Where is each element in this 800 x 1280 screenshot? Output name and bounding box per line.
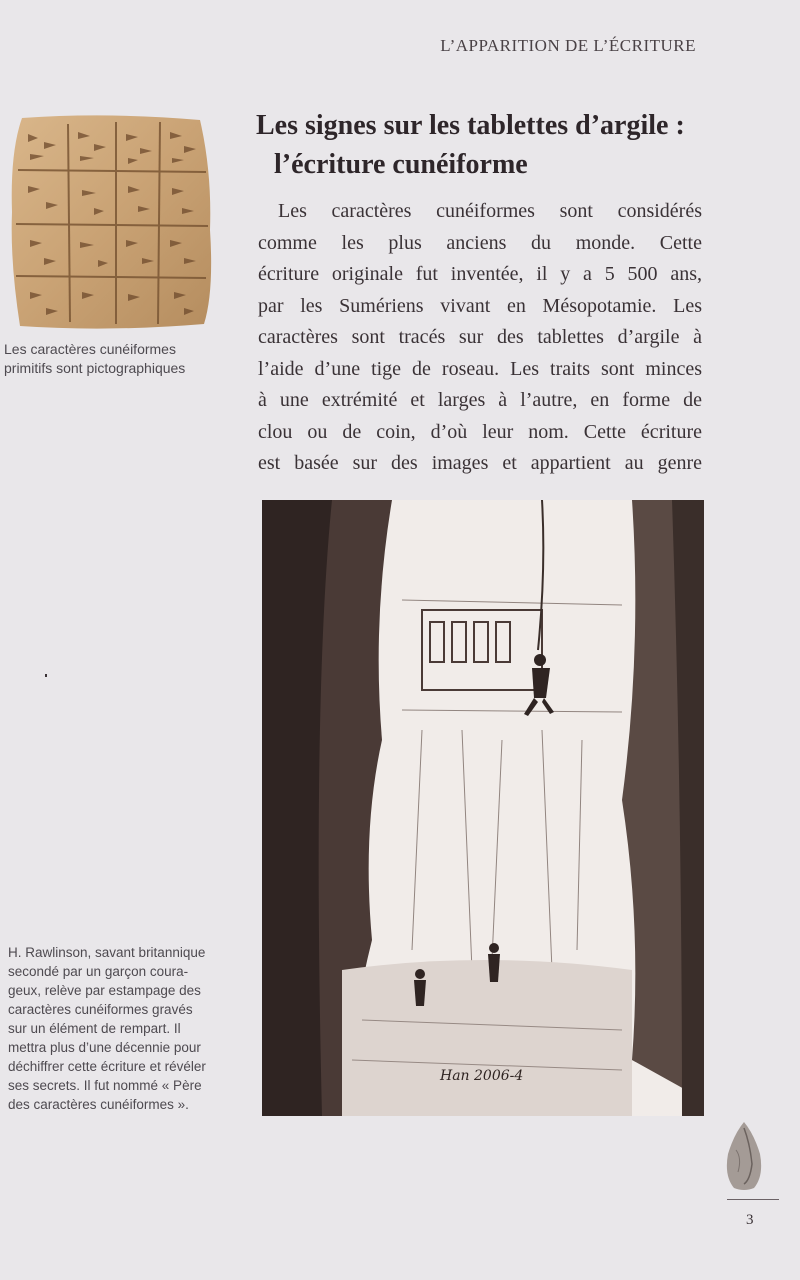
tablet-caption <box>4 340 224 378</box>
tablet-caption-line: primitifs sont pictographiques <box>4 360 186 376</box>
rawlinson-caption-line: sur un élément de rempart. Il <box>8 1021 181 1036</box>
tablet-caption-line: Les caractères cunéiformes <box>4 341 176 357</box>
rawlinson-caption-line: déchiffrer cette écriture et révéler <box>8 1059 206 1074</box>
body-line: est basée sur des images et appartient au genre <box>258 452 702 474</box>
rawlinson-caption-line: secondé par un garçon coura- <box>8 964 189 979</box>
page-number: 3 <box>746 1212 754 1228</box>
stone-tool-icon <box>724 1120 764 1192</box>
clay-tablet-image <box>8 112 214 332</box>
stray-mark <box>45 674 47 677</box>
heading-line-1: Les signes sur les tablettes d’argile : <box>256 110 685 141</box>
body-paragraph <box>258 196 702 480</box>
running-head: L’APPARITION DE L’ÉCRITURE <box>440 36 696 55</box>
rawlinson-caption <box>8 943 232 1114</box>
body-line: l’aide d’une tige de roseau. Les traits sont minces <box>258 357 702 380</box>
body-line: par les Sumériens vivant en Mésopotamie. Les <box>258 294 702 317</box>
rawlinson-caption-line: mettra plus d’une décennie pour <box>8 1040 201 1055</box>
body-line: caractères sont tracés sur des tablettes d’argile à <box>258 326 702 348</box>
body-line: Les caractères cunéiformes sont considérés <box>278 200 702 222</box>
body-line: comme les plus anciens du monde. Cette <box>258 231 702 254</box>
section-heading <box>256 106 726 184</box>
rawlinson-caption-line: geux, relève par estampage des <box>8 983 201 998</box>
body-line: à une extrémité et larges à l’autre, en forme de <box>258 389 702 411</box>
body-line: écriture originale fut inventée, il y a 5 500 ans, <box>258 263 702 285</box>
page-number-rule <box>727 1199 779 1200</box>
body-line: clou ou de coin, d’où leur nom. Cette écriture <box>258 420 702 443</box>
rawlinson-caption-line: des caractères cunéiformes ». <box>8 1097 189 1112</box>
rawlinson-caption-line: H. Rawlinson, savant britannique <box>8 945 206 960</box>
rawlinson-caption-line: ses secrets. Il fut nommé « Père <box>8 1078 202 1093</box>
rawlinson-cliff-illustration <box>262 500 704 1116</box>
illustration-signature: Han 2006-4 <box>440 1068 524 1084</box>
heading-line-2: l’écriture cunéiforme <box>274 149 528 180</box>
rawlinson-caption-line: caractères cunéiformes gravés <box>8 1002 193 1017</box>
